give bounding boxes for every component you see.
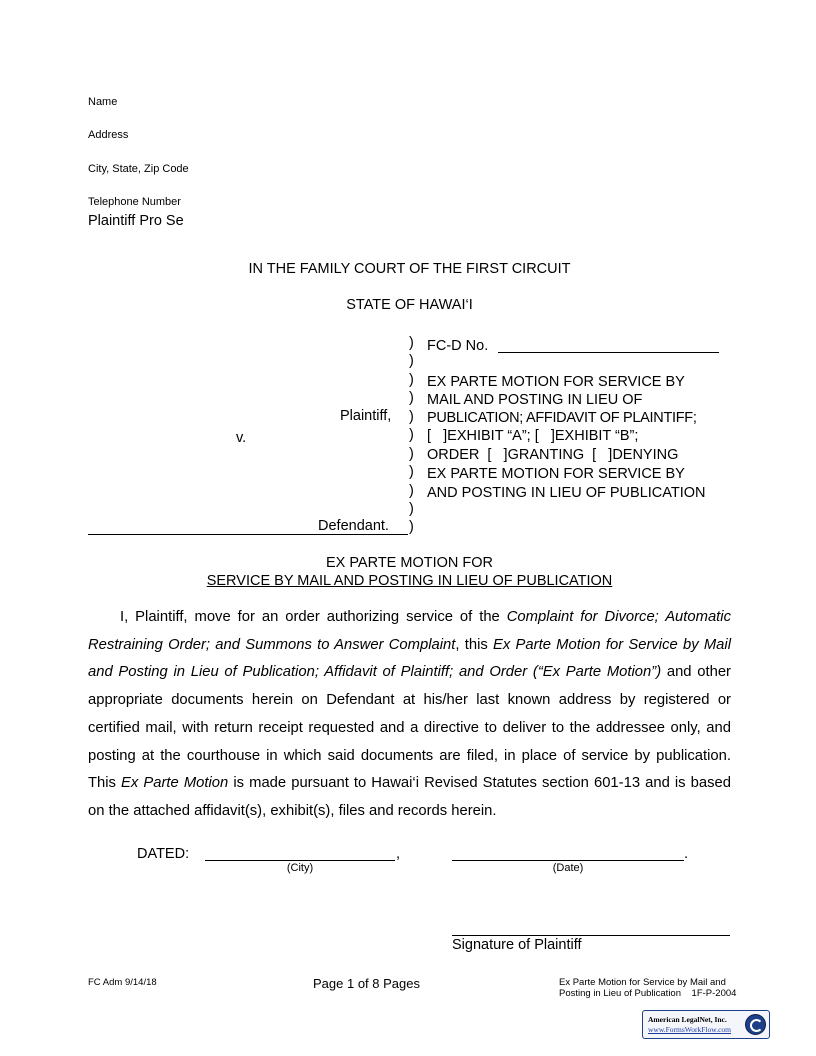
- exhibit-b-checkbox[interactable]: [ ]: [534, 428, 555, 444]
- denying-checkbox[interactable]: [ ]: [588, 447, 613, 463]
- vendor-logo-icon: [745, 1014, 766, 1035]
- case-number-field[interactable]: [498, 352, 719, 353]
- caption-paren: ): [409, 390, 414, 406]
- doc-title-line-3: PUBLICATION; AFFIDAVIT OF PLAINTIFF;: [427, 410, 697, 426]
- order-label: ORDER: [427, 447, 480, 463]
- caption-paren: ): [409, 464, 414, 480]
- exhibit-a-checkbox[interactable]: [ ]: [427, 428, 448, 444]
- caption-paren: ): [409, 483, 414, 499]
- body-text: and other appropriate documents herein on Defendant at his/her last known address by registered or certified mail, with return receipt requested and a directive to deliver to the addressee only, and posting at the courthouse in which said documents are filed, in place of service by publication. This: [88, 664, 731, 792]
- motion-body-paragraph: [88, 604, 731, 826]
- party-designation: Plaintiff Pro Se: [88, 213, 184, 229]
- doc-title-line-9: AND POSTING IN LIEU OF PUBLICATION: [427, 485, 706, 501]
- dated-label: DATED:: [137, 846, 190, 862]
- body-italic-text: Ex Parte Motion: [121, 775, 229, 792]
- exhibit-b-label: EXHIBIT “B”;: [554, 428, 639, 444]
- body-italic-text: Complaint for Divorce; Automatic Restraining Order; and Summons to Answer Complaint: [88, 609, 731, 653]
- caption-paren: ): [409, 519, 414, 535]
- state-name: STATE OF HAWAI‘I: [346, 297, 473, 313]
- dated-period: .: [684, 846, 689, 862]
- granting-label: GRANTING: [507, 447, 585, 463]
- motion-title-line-2: [88, 573, 731, 589]
- case-number-label: FC-D No.: [427, 338, 489, 354]
- defendant-label: Defendant.: [318, 518, 389, 534]
- caption-paren: ): [409, 372, 414, 388]
- footer-form-title-line-2: Posting in Lieu of Publication 1F-P-2004: [559, 988, 737, 999]
- caption-paren: ): [409, 501, 414, 517]
- vendor-badge[interactable]: [642, 1010, 770, 1039]
- motion-title-line-1: EX PARTE MOTION FOR: [325, 555, 494, 571]
- exhibit-a-label: EXHIBIT “A”;: [447, 428, 531, 444]
- defendant-name-line[interactable]: [88, 534, 408, 535]
- footer-form-id: FC Adm 9/14/18: [88, 977, 157, 988]
- name-label: Name: [88, 96, 118, 108]
- doc-title-line-1: EX PARTE MOTION FOR SERVICE BY: [427, 374, 685, 390]
- court-name: IN THE FAMILY COURT OF THE FIRST CIRCUIT: [248, 261, 571, 277]
- city-field[interactable]: [205, 860, 395, 861]
- caption-paren: ): [409, 409, 414, 425]
- caption-paren: ): [409, 427, 414, 443]
- denying-label: DENYING: [612, 447, 679, 463]
- body-text: , this: [455, 636, 494, 653]
- date-field[interactable]: [452, 860, 684, 861]
- city-caption: (City): [286, 862, 314, 874]
- vendor-url-link[interactable]: www.FormsWorkFlow.com: [648, 1025, 732, 1034]
- versus-label: v.: [236, 430, 247, 446]
- plaintiff-label: Plaintiff,: [340, 408, 392, 424]
- case-number-row: [427, 337, 488, 356]
- vendor-name: American LegalNet, Inc.: [648, 1015, 727, 1024]
- dated-comma: ,: [396, 846, 401, 862]
- address-label: Address: [88, 129, 129, 141]
- body-text: is made pursuant to Hawai‘i Revised Statutes section 601-13 and is based on the attached affidavit(s), exhibit(s), files and records herein.: [88, 775, 731, 819]
- signature-label: Signature of Plaintiff: [452, 937, 582, 953]
- exhibit-row: [427, 427, 638, 446]
- body-italic-text: Ex Parte Motion for Service by Mail and Posting in Lieu of Publication; Affidavit of Plaintiff; and Order (“Ex Parte Motion”): [88, 636, 731, 681]
- date-caption: (Date): [552, 862, 584, 874]
- motion-title-underlined: SERVICE BY MAIL AND POSTING IN LIEU OF PUBLICATION: [206, 573, 613, 589]
- city-state-zip-label: City, State, Zip Code: [88, 163, 189, 175]
- footer-page-number: Page 1 of 8 Pages: [313, 976, 420, 991]
- order-row: [427, 446, 678, 465]
- footer-form-title-line-1: Ex Parte Motion for Service by Mail and: [559, 977, 726, 988]
- caption-paren: ): [409, 446, 414, 462]
- caption-paren: ): [409, 353, 414, 369]
- doc-title-line-8: EX PARTE MOTION FOR SERVICE BY: [427, 466, 685, 482]
- body-text: I, Plaintiff, move for an order authorizing service of the: [120, 609, 507, 625]
- telephone-label: Telephone Number: [88, 196, 181, 208]
- caption-paren: ): [409, 335, 414, 351]
- granting-checkbox[interactable]: [ ]: [483, 447, 508, 463]
- signature-field[interactable]: [452, 935, 730, 936]
- logo-swirl-icon: [750, 1019, 763, 1032]
- doc-title-line-2: MAIL AND POSTING IN LIEU OF: [427, 392, 643, 408]
